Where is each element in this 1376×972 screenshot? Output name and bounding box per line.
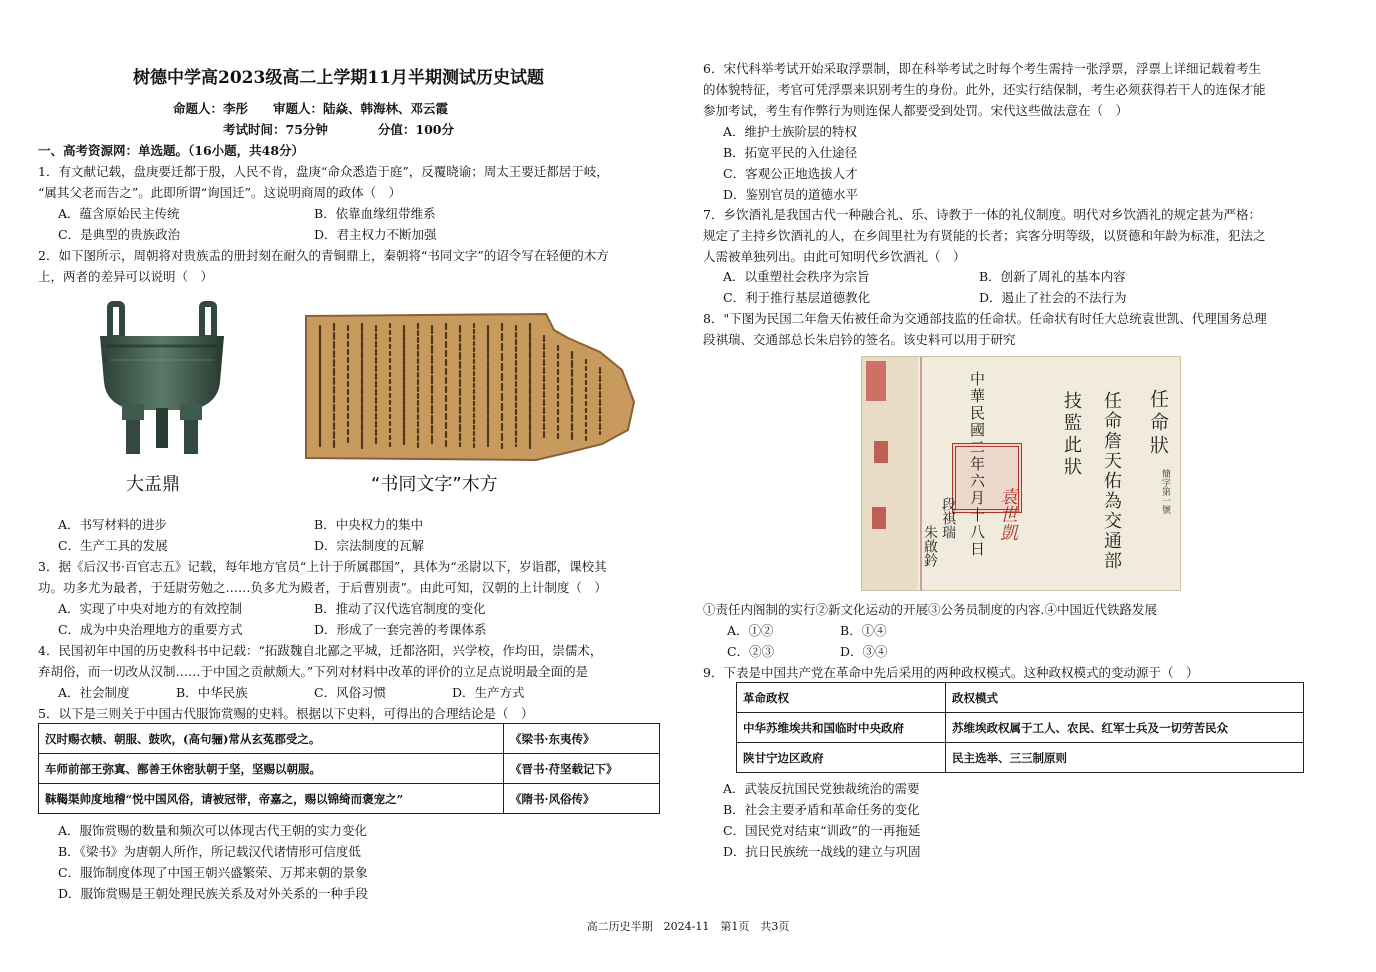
table-cell: 汉时赐衣帻、朝服、鼓吹，(高句骊)常从玄菟郡受之。 [39, 724, 504, 754]
q6-stem-line3: 参加考试，考生有作弊行为则连保人都要受到处罚。宋代这些做法意在（ ） [703, 103, 1129, 118]
table-cell: 《梁书·东夷传》 [504, 724, 660, 754]
q8-stem-line1: 8．"下图为民国二年詹天佑被任命为交通部技监的任命状。任命状有时任大总统袁世凯、代理国务总理 [703, 311, 1267, 326]
red-seal-mark [874, 441, 888, 463]
q9-stem: 9．下表是中国共产党在革命中先后采用的两种政权模式。这种政权模式的变动源于（ ） [703, 665, 1199, 680]
q1-stem-line1: 1．有文献记载，盘庚要迁都于殷，人民不肯，盘庚“命众悉造于庭”，反覆晓谕；周太王要迁都居于岐， [38, 164, 609, 179]
q6-option-c[interactable]: C．客观公正地选拔人才 [723, 166, 858, 181]
table-row [737, 743, 1304, 773]
appointment-certificate-image [861, 356, 1181, 591]
red-seal-mark [872, 507, 886, 529]
certificate-body-line2: 技監此狀 [1061, 391, 1082, 479]
q5-option-b[interactable]: B．《梁书》为唐朝人所作，所记载汉代诸情形可信度低 [58, 844, 361, 859]
red-seal-mark [866, 361, 886, 401]
q6-stem-line1: 6．宋代科举考试开始采取浮票制，即在科举考试之时每个考生需持一张浮票，浮票上详细记载着考生 [703, 61, 1261, 76]
q9-option-c[interactable]: C．国民党对结束“训政”的一再拖延 [723, 823, 921, 838]
q9-option-d[interactable]: D．抗日民族统一战线的建立与巩固 [723, 844, 921, 859]
q3-option-b[interactable]: B．推动了汉代选官制度的变化 [314, 601, 486, 616]
q5-option-d[interactable]: D．服饰赏赐是王朝处理民族关系及对外关系的一种手段 [58, 886, 369, 901]
q3-stem-line2: 功。功多尤为最者，于廷尉劳勉之……负多尤为殿者，于后曹别责”。由此可知，汉朝的上计制度（ ） [38, 580, 607, 595]
q7-option-b[interactable]: B．创新了周礼的基本内容 [979, 269, 1126, 284]
q1-option-c[interactable]: C．是典型的贵族政治 [58, 227, 181, 242]
section-title: 一、高考资源网：单选题。（16小题，共48分） [38, 143, 305, 158]
table-header-cell: 革命政权 [737, 683, 946, 713]
q4-option-b[interactable]: B．中华民族 [176, 685, 248, 700]
exam-authors: 命题人：李彤 审题人：陆焱、韩海林、邓云霞 [173, 101, 449, 116]
wooden-tablet-image [300, 312, 636, 464]
certificate-serial: 簡字第一號 [1160, 469, 1170, 514]
q9-option-b[interactable]: B．社会主要矛盾和革命任务的变化 [723, 802, 920, 817]
table-cell: 苏维埃政权属于工人、农民、红军士兵及一切劳苦民众 [946, 713, 1304, 743]
certificate-heading: 任命狀 [1147, 389, 1169, 458]
q7-option-c[interactable]: C．利于推行基层道德教化 [723, 290, 871, 305]
table-row [737, 713, 1304, 743]
table-cell: 《隋书·风俗传》 [504, 784, 660, 814]
q3-stem-line1: 3．据《后汉书·百官志五》记载，每年地方官员“上计于所属郡国”，具体为“丞尉以下，岁诣郡，课校其 [38, 559, 607, 574]
bronze-ding-image [96, 300, 228, 460]
table-row [737, 683, 1304, 713]
exam-time-score: 考试时间：75分钟 分值：100分 [223, 122, 454, 137]
page-footer: 高二历史半期 2024-11 第1页 共3页 [586, 920, 790, 933]
signature-zhu-qiqian: 朱啟鈐 [922, 525, 938, 567]
table-row [39, 724, 660, 754]
q8-option-d[interactable]: D．③④ [840, 644, 888, 659]
certificate-date: 中華民國二年六月十八日 [968, 371, 986, 558]
table-cell: 《晋书·苻坚载记下》 [504, 754, 660, 784]
q3-option-d[interactable]: D．形成了一套完善的考课体系 [314, 622, 487, 637]
table-row [39, 754, 660, 784]
q1-option-b[interactable]: B．依靠血缘纽带维系 [314, 206, 436, 221]
q2-stem-line2: 上，两者的差异可以说明（ ） [38, 269, 214, 284]
q9-option-a[interactable]: A．武装反抗国民党独裁统治的需要 [723, 781, 920, 796]
q6-option-b[interactable]: B．拓宽平民的入仕途径 [723, 145, 858, 160]
q5-stem: 5．以下是三则关于中国古代服饰赏赐的史料。根据以下史料，可得出的合理结论是（ ） [38, 706, 534, 721]
q2-stem-line1: 2．如下图所示，周朝将对贵族盂的册封刻在耐久的青铜鼎上，秦朝将“书同文字”的诏令写在轻便的木方 [38, 248, 609, 263]
table-cell: 民主选举、三三制原则 [946, 743, 1304, 773]
ding-caption: 大盂鼎 [126, 474, 180, 495]
q2-option-b[interactable]: B．中央权力的集中 [314, 517, 424, 532]
q5-source-table [38, 723, 660, 814]
q4-option-c[interactable]: C．风俗习惯 [314, 685, 387, 700]
q1-option-d[interactable]: D．君主权力不断加强 [314, 227, 437, 242]
q8-items: ①责任内阁制的实行②新文化运动的开展③公务员制度的内容.④中国近代铁路发展 [703, 602, 1157, 617]
signature-yuan-shikai: 袁世凱 [997, 487, 1018, 541]
q4-option-a[interactable]: A．社会制度 [58, 685, 130, 700]
certificate-body-line1: 任命詹天佑為交通部 [1101, 391, 1122, 571]
tablet-caption: “书同文字”木方 [371, 474, 498, 495]
q4-stem-line1: 4．民国初年中国的历史教科书中记载：“拓跋魏自北鄙之平城，迁都洛阳，兴学校，作均田，崇儒术， [38, 643, 603, 658]
q5-option-a[interactable]: A．服饰赏赐的数量和频次可以体现古代王朝的实力变化 [58, 823, 368, 838]
q2-option-d[interactable]: D．宗法制度的瓦解 [314, 538, 425, 553]
table-cell: 靺鞨渠帅度地稽“悦中国风俗，请被冠带，帝嘉之，赐以锦绮而褒宠之” [39, 784, 504, 814]
table-cell: 车师前部王弥寘、鄯善王休密驮朝于坚，坚赐以朝服。 [39, 754, 504, 784]
q8-option-c[interactable]: C．②③ [727, 644, 775, 659]
q6-stem-line2: 的体貌特征，考官可凭浮票来识别考生的身份。此外，还实行结保制，考生必须获得若干人的连保才能 [703, 82, 1266, 97]
q7-option-a[interactable]: A．以重塑社会秩序为宗旨 [723, 269, 870, 284]
q2-option-c[interactable]: C．生产工具的发展 [58, 538, 168, 553]
table-cell: 中华苏维埃共和国临时中央政府 [737, 713, 946, 743]
signature-duan-qirui: 段祺瑞 [940, 497, 956, 539]
q6-option-d[interactable]: D．鉴别官员的道德水平 [723, 187, 859, 202]
q3-option-c[interactable]: C．成为中央治理地方的重要方式 [58, 622, 243, 637]
q4-option-d[interactable]: D．生产方式 [452, 685, 525, 700]
q2-option-a[interactable]: A．书写材料的进步 [58, 517, 168, 532]
q5-option-c[interactable]: C．服饰制度体现了中国王朝兴盛繁荣、万邦来朝的景象 [58, 865, 368, 880]
q9-regime-table [736, 682, 1304, 773]
q1-stem-line2: “属其父老而告之”。此即所谓“询国迁”。这说明商周的政体（ ） [38, 185, 402, 200]
table-header-cell: 政权模式 [946, 683, 1304, 713]
q8-option-b[interactable]: B．①④ [840, 623, 887, 638]
q8-option-a[interactable]: A．①② [727, 623, 774, 638]
table-row [39, 784, 660, 814]
q3-option-a[interactable]: A．实现了中央对地方的有效控制 [58, 601, 243, 616]
q4-stem-line2: 弃胡俗，而一切改从汉制……于中国之贡献颇大。”下列对材料中改革的评价的立足点说明最全面的是 [38, 664, 589, 679]
q1-option-a[interactable]: A．蕴含原始民主传统 [58, 206, 180, 221]
q7-stem-line2: 规定了主持乡饮酒礼的人，在乡闾里社为有贤能的长者；宾客分明等级，以贤德和年龄为标准，犯法之 [703, 228, 1266, 243]
q8-stem-line2: 段祺瑞、交通部总长朱启钤的签名。该史料可以用于研究 [703, 332, 1016, 347]
table-cell: 陕甘宁边区政府 [737, 743, 946, 773]
q6-option-a[interactable]: A．维护士族阶层的特权 [723, 124, 858, 139]
q7-stem-line3: 人需被单独列出。由此可知明代乡饮酒礼（ ） [703, 249, 966, 264]
exam-title: 树德中学高2023级高二上学期11月半期测试历史试题 [133, 68, 544, 88]
q7-option-d[interactable]: D．遏止了社会的不法行为 [979, 290, 1127, 305]
q7-stem-line1: 7．乡饮酒礼是我国古代一种融合礼、乐、诗教于一体的礼仪制度。明代对乡饮酒礼的规定甚为严格： [703, 207, 1261, 222]
